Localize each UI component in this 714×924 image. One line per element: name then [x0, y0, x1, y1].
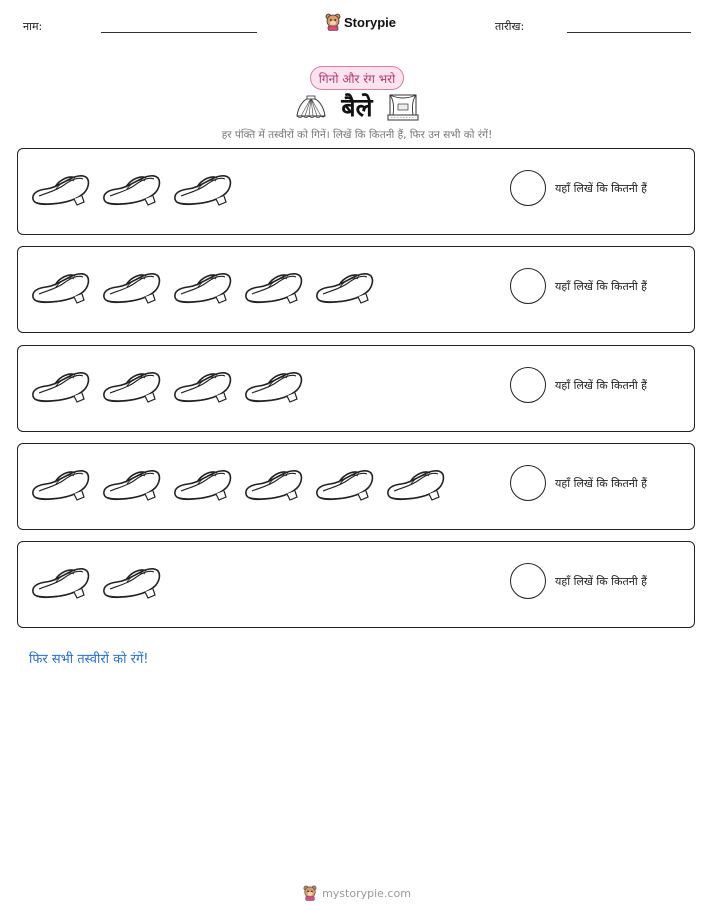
ballet-shoe-icon: [243, 366, 303, 406]
bear-mascot-icon: [325, 13, 341, 31]
bear-mascot-icon: [303, 885, 317, 901]
answer-circle[interactable]: [510, 563, 546, 599]
date-line[interactable]: [567, 32, 691, 33]
ballet-shoe-icon: [101, 562, 161, 602]
answer-circle[interactable]: [510, 367, 546, 403]
ballet-shoe-icon: [243, 267, 303, 307]
date-label: तारीख:: [495, 20, 525, 33]
shoe-group: [30, 169, 232, 209]
ballet-shoe-icon: [101, 169, 161, 209]
answer-label: यहाँ लिखें कि कितनी हैं: [555, 379, 648, 392]
count-row-5: [17, 541, 695, 628]
shoe-group: [30, 366, 303, 406]
name-line[interactable]: [101, 32, 257, 33]
page-title: बैले: [341, 93, 373, 122]
instructions: हर पंक्ति में तस्वीरों को गिनें। लिखें कि कितनी हैं, फिर उन सभी को रंगें!: [221, 129, 493, 141]
answer-label: यहाँ लिखें कि कितनी हैं: [555, 182, 648, 195]
shoe-group: [30, 464, 445, 504]
ballet-shoe-icon: [314, 464, 374, 504]
answer-label: यहाँ लिखें कि कितनी हैं: [555, 280, 648, 293]
answer-label: यहाँ लिखें कि कितनी हैं: [555, 477, 648, 490]
count-row-2: [17, 246, 695, 333]
ballet-shoe-icon: [172, 267, 232, 307]
count-row-4: [17, 443, 695, 530]
ballet-shoe-icon: [30, 267, 90, 307]
ballet-shoe-icon: [30, 366, 90, 406]
answer-circle[interactable]: [510, 170, 546, 206]
storypie-logo: [325, 13, 396, 31]
brand-name: Storypie: [344, 14, 397, 30]
activity-badge: गिनो और रंग भरो: [310, 66, 404, 90]
shoe-group: [30, 267, 374, 307]
answer-circle[interactable]: [510, 268, 546, 304]
ballet-shoe-icon: [172, 464, 232, 504]
ballet-shoe-icon: [385, 464, 445, 504]
answer-label: यहाँ लिखें कि कितनी हैं: [555, 575, 648, 588]
count-row-3: [17, 345, 695, 432]
name-label: नाम:: [23, 20, 43, 33]
count-row-1: [17, 148, 695, 235]
footer-note: फिर सभी तस्वीरों को रंगें!: [29, 652, 149, 667]
answer-circle[interactable]: [510, 465, 546, 501]
title-row: [0, 90, 714, 124]
ballet-shoe-icon: [30, 464, 90, 504]
shoe-group: [30, 562, 161, 602]
ballet-shoe-icon: [101, 267, 161, 307]
ballet-shoe-icon: [101, 464, 161, 504]
ballet-shoe-icon: [30, 562, 90, 602]
ballet-shoe-icon: [314, 267, 374, 307]
ballet-shoe-icon: [172, 366, 232, 406]
site-footer: [0, 885, 714, 901]
ballet-shoe-icon: [101, 366, 161, 406]
ballet-shoe-icon: [243, 464, 303, 504]
ballet-shoe-icon: [172, 169, 232, 209]
site-url: mystorypie.com: [322, 886, 411, 900]
stage-icon: [387, 92, 419, 122]
tutu-icon: [295, 94, 327, 120]
ballet-shoe-icon: [30, 169, 90, 209]
